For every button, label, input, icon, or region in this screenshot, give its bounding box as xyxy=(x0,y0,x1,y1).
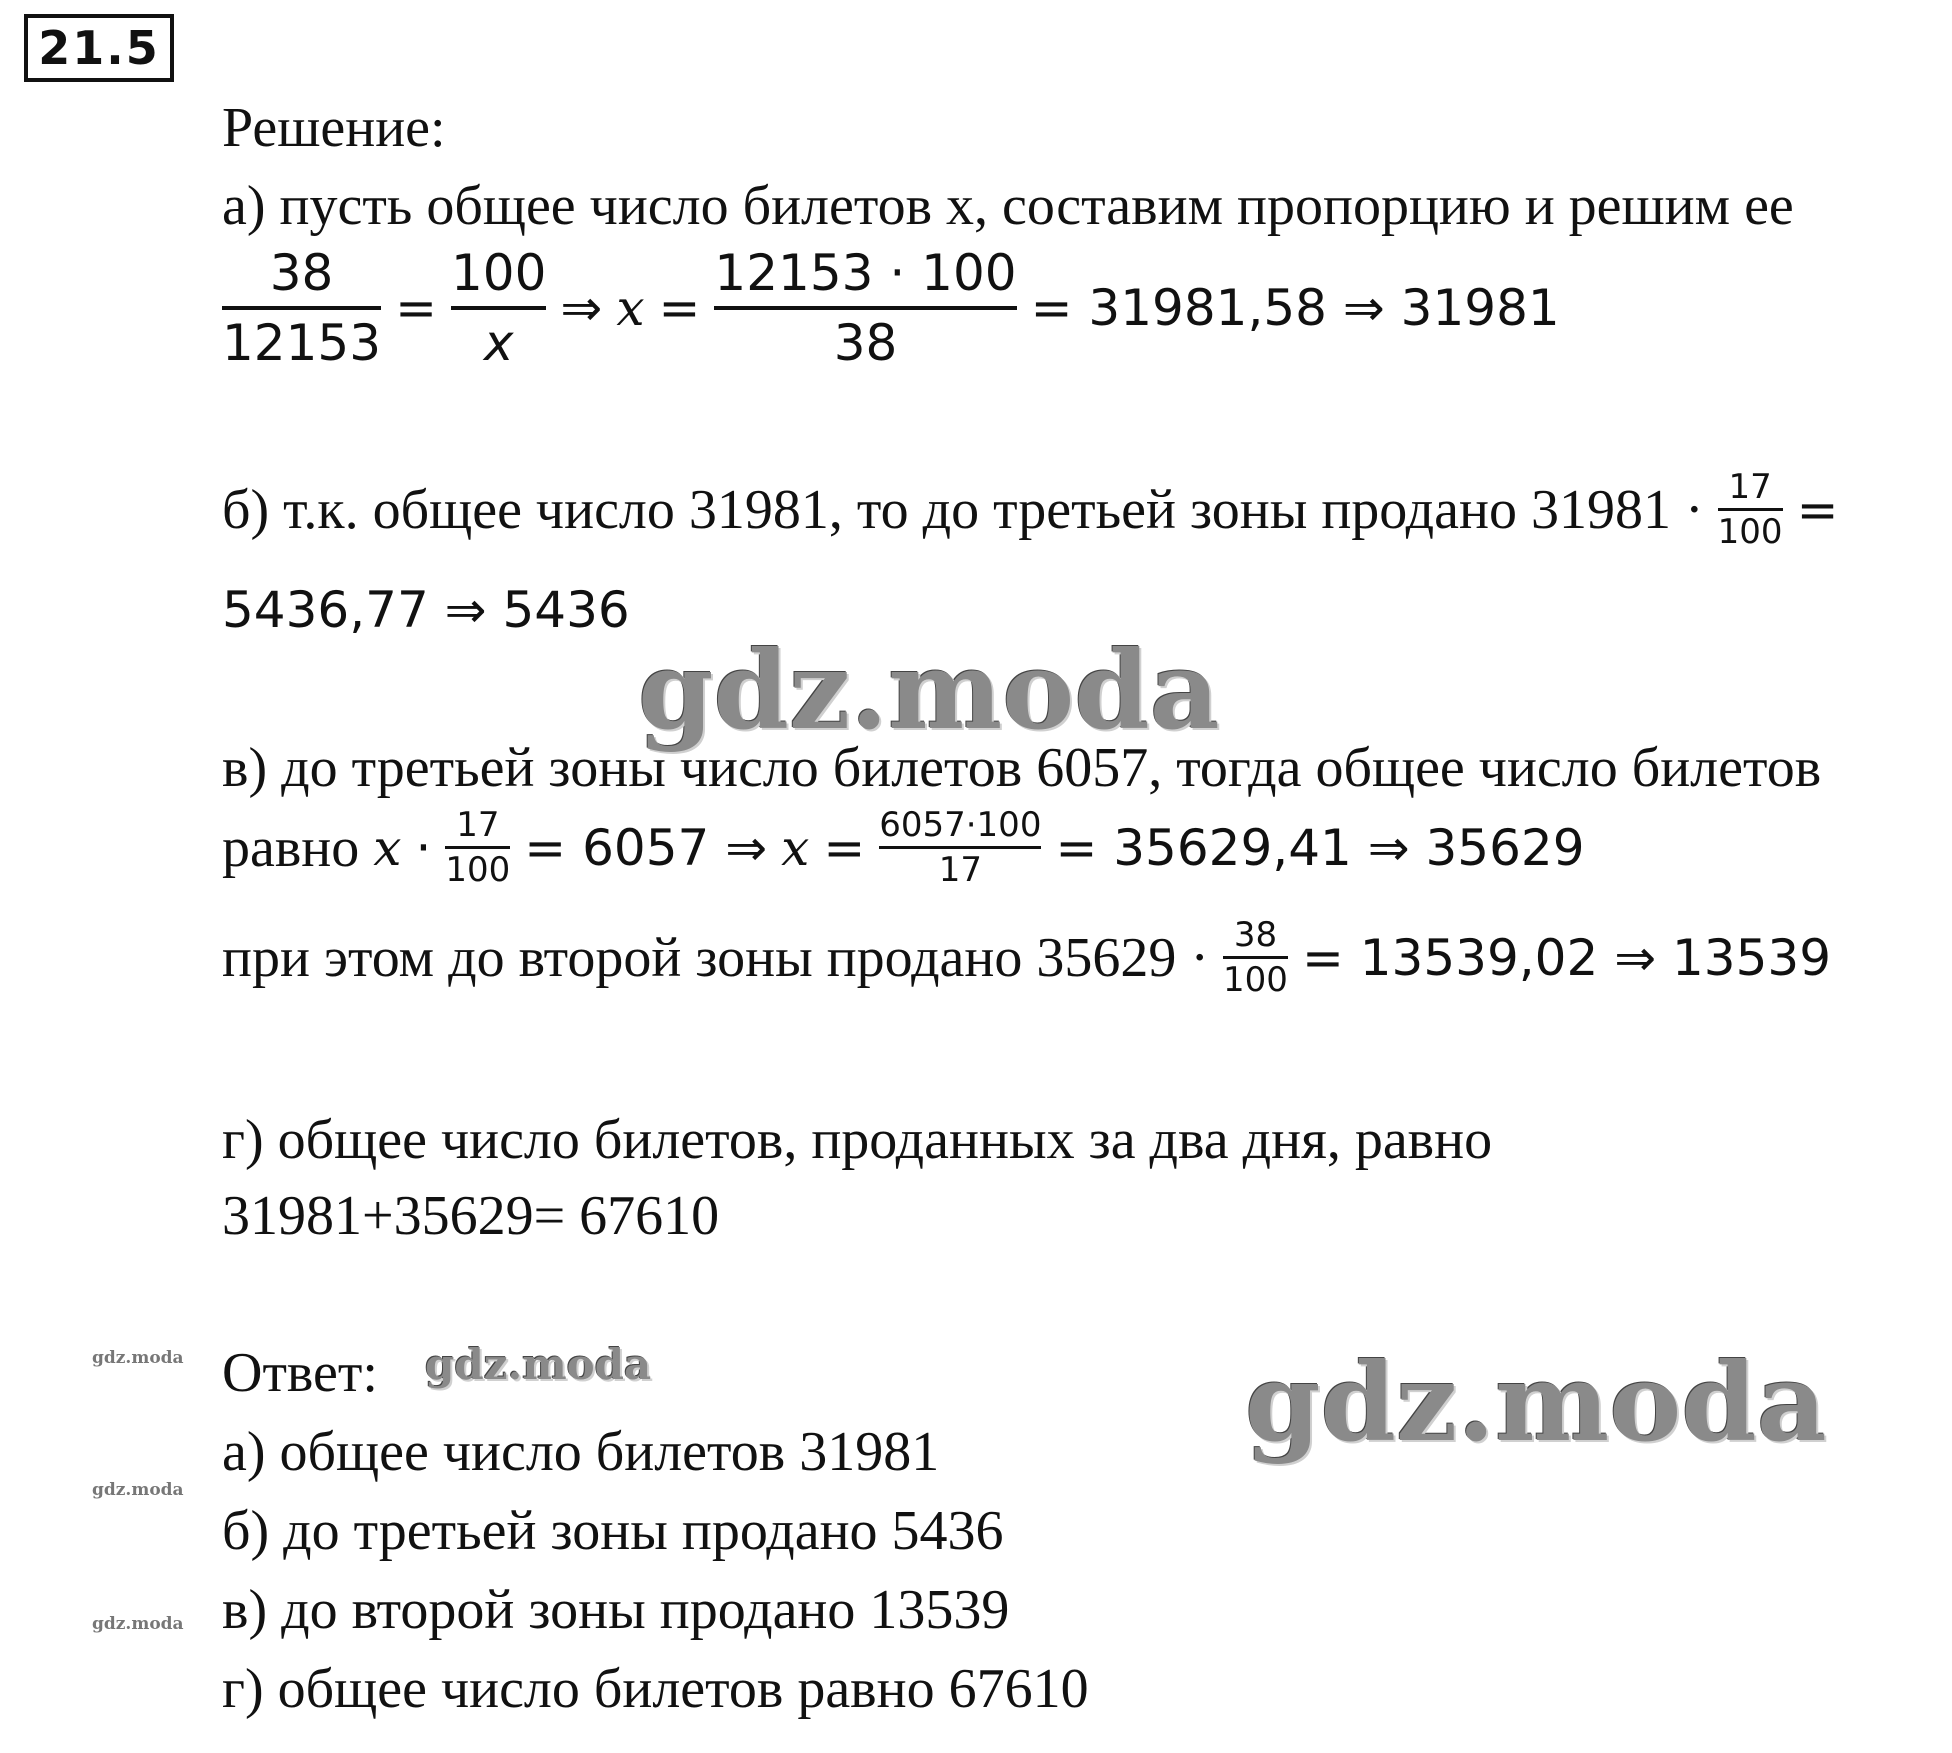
answer-item: в) до второй зоны продано 13539 xyxy=(222,1579,1010,1641)
variable: x xyxy=(616,279,645,337)
denominator: 12153 xyxy=(222,314,382,372)
numerator: 17 xyxy=(1728,467,1772,507)
text: равно xyxy=(222,816,360,879)
watermark: gdz.moda xyxy=(92,1480,184,1500)
fraction xyxy=(450,244,547,372)
numerator: 38 xyxy=(269,244,334,302)
fraction xyxy=(1717,467,1783,552)
numerator: 38 xyxy=(1233,915,1278,955)
fraction xyxy=(714,244,1017,372)
solution-heading: Решение: xyxy=(222,97,446,159)
fraction xyxy=(222,244,382,372)
part-g-line1: г) общее число билетов, проданных за два дня, равно xyxy=(222,1109,1493,1171)
part-v-line1: в) до третьей зоны число билетов 6057, тогда общее число билетов xyxy=(222,737,1822,799)
watermark: gdz.moda xyxy=(92,1614,184,1634)
part-b-line2: 5436,77 ⇒ 5436 xyxy=(222,581,630,639)
numerator: 17 xyxy=(456,805,500,845)
numerator: 12153 · 100 xyxy=(714,244,1017,302)
text: = 6057 ⇒ xyxy=(524,818,768,877)
numerator: 6057·100 xyxy=(879,805,1042,845)
part-v-line3 xyxy=(222,915,1832,1000)
fraction xyxy=(445,805,511,890)
denominator: 100 xyxy=(1717,512,1783,552)
numerator: 100 xyxy=(450,244,547,302)
result: = 35629,41 ⇒ 35629 xyxy=(1055,818,1585,877)
watermark: gdz.moda xyxy=(638,628,1220,754)
watermark: gdz.moda xyxy=(425,1340,652,1389)
equals-sign: = xyxy=(395,279,437,337)
fraction xyxy=(1223,915,1288,1000)
watermark: gdz.moda xyxy=(92,1348,184,1368)
problem-number-badge: 21.5 xyxy=(24,14,174,82)
variable: x xyxy=(781,818,810,877)
equals-sign: = xyxy=(1796,480,1839,539)
watermark: gdz.moda xyxy=(1245,1340,1827,1466)
denominator: 17 xyxy=(938,850,982,890)
equals-sign: = xyxy=(823,818,866,877)
result: = 31981,58 ⇒ 31981 xyxy=(1030,279,1560,337)
part-a-equation xyxy=(208,244,1560,372)
answer-item: г) общее число билетов равно 67610 xyxy=(222,1658,1089,1720)
part-b-text: б) т.к. общее число 31981, то до третьей зоны продано 31981 · xyxy=(222,478,1704,541)
equals-sign: = xyxy=(658,279,701,337)
part-g-line2: 31981+35629= 67610 xyxy=(222,1185,720,1247)
answer-label: Ответ: xyxy=(222,1342,378,1404)
denominator: 100 xyxy=(1223,960,1288,1000)
implies-sign: ⇒ xyxy=(560,279,603,337)
answer-item: а) общее число билетов 31981 xyxy=(222,1421,940,1483)
dot-operator: · xyxy=(415,818,432,877)
denominator: 38 xyxy=(833,314,898,372)
answer-item: б) до третьей зоны продано 5436 xyxy=(222,1500,1004,1562)
result: = 13539,02 ⇒ 13539 xyxy=(1301,928,1832,987)
variable: x xyxy=(373,818,402,877)
fraction xyxy=(879,805,1042,890)
text: при этом до второй зоны продано 35629 · xyxy=(222,926,1210,989)
denominator: 100 xyxy=(445,850,511,890)
denominator: x xyxy=(483,314,514,372)
part-v-line2 xyxy=(222,805,1585,890)
part-b-line1 xyxy=(222,467,1839,552)
part-a-text: а) пусть общее число билетов x, составим пропорцию и решим ее xyxy=(222,175,1794,237)
